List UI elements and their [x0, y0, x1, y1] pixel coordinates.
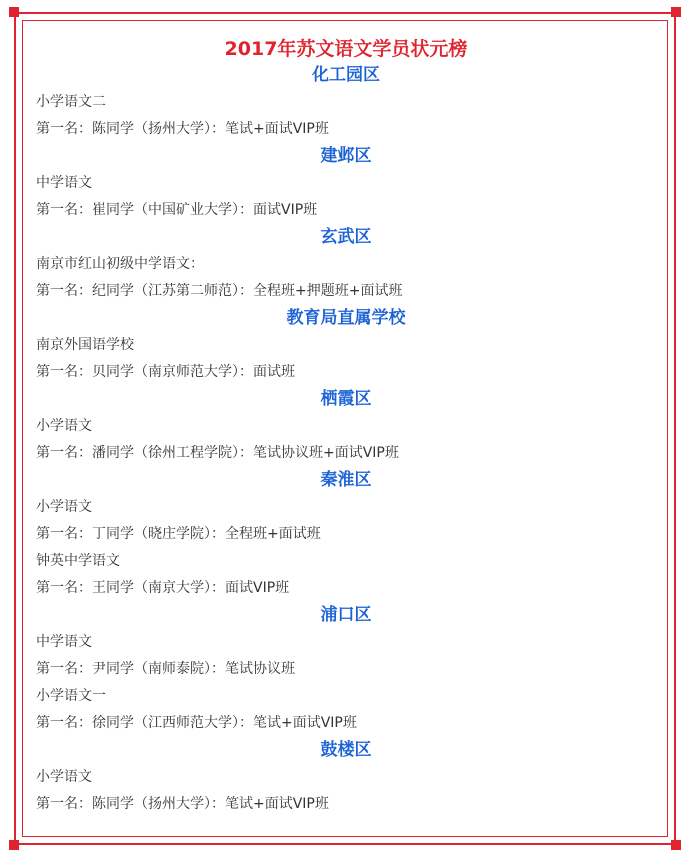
- section-heading: 化工园区: [312, 65, 380, 85]
- page-title: 2017年苏文语文学员状元榜: [224, 38, 468, 60]
- corner-square-top-left: [9, 7, 19, 17]
- winner-line: 第一名：尹同学（南师泰院）：笔试协议班: [36, 661, 295, 677]
- winner-line: 第一名：崔同学（中国矿业大学）：面试VIP班: [36, 202, 318, 218]
- section-heading: 鼓楼区: [320, 740, 372, 760]
- winner-line: 第一名：陈同学（扬州大学）：笔试+面试VIP班: [36, 796, 329, 812]
- section-qixia: [36, 386, 656, 467]
- section-education-bureau: [36, 305, 656, 386]
- section-heading: 秦淮区: [320, 470, 372, 490]
- section-pukou: [36, 602, 656, 737]
- section-xuanwu: [36, 224, 656, 305]
- subject-line: 小学语文: [36, 499, 92, 515]
- subject-line: 小学语文: [36, 418, 92, 434]
- section-heading: 玄武区: [320, 227, 372, 247]
- section-heading: 建邺区: [320, 146, 372, 166]
- subject-line: 钟英中学语文: [36, 553, 120, 569]
- section-heading: 浦口区: [320, 605, 372, 625]
- winner-line: 第一名：陈同学（扬州大学）：笔试+面试VIP班: [36, 121, 329, 137]
- subject-line: 中学语文: [36, 175, 92, 191]
- subject-line: 小学语文二: [36, 94, 106, 110]
- section-heading: 栖霞区: [320, 389, 372, 409]
- section-gulou: [36, 737, 656, 818]
- winner-line: 第一名：王同学（南京大学）：面试VIP班: [36, 580, 290, 596]
- ranking-list: [36, 36, 656, 818]
- winner-line: 第一名：贝同学（南京师范大学）：面试班: [36, 364, 295, 380]
- corner-square-top-right: [671, 7, 681, 17]
- corner-square-bottom-right: [671, 840, 681, 850]
- subject-line: 南京市红山初级中学语文：: [36, 256, 204, 272]
- subject-line: 小学语文一: [36, 688, 106, 704]
- winner-line: 第一名：丁同学（晓庄学院）：全程班+面试班: [36, 526, 321, 542]
- section-heading: 教育局直属学校: [286, 308, 406, 328]
- winner-line: 第一名：徐同学（江西师范大学）：笔试+面试VIP班: [36, 715, 357, 731]
- winner-line: 第一名：潘同学（徐州工程学院）：笔试协议班+面试VIP班: [36, 445, 399, 461]
- section-qinhuai: [36, 467, 656, 602]
- section-chemical-park: [36, 62, 656, 143]
- winner-line: 第一名：纪同学（江苏第二师范）：全程班+押题班+面试班: [36, 283, 403, 299]
- subject-line: 中学语文: [36, 634, 92, 650]
- subject-line: 南京外国语学校: [36, 337, 134, 353]
- corner-square-bottom-left: [9, 840, 19, 850]
- section-jianye: [36, 143, 656, 224]
- subject-line: 小学语文: [36, 769, 92, 785]
